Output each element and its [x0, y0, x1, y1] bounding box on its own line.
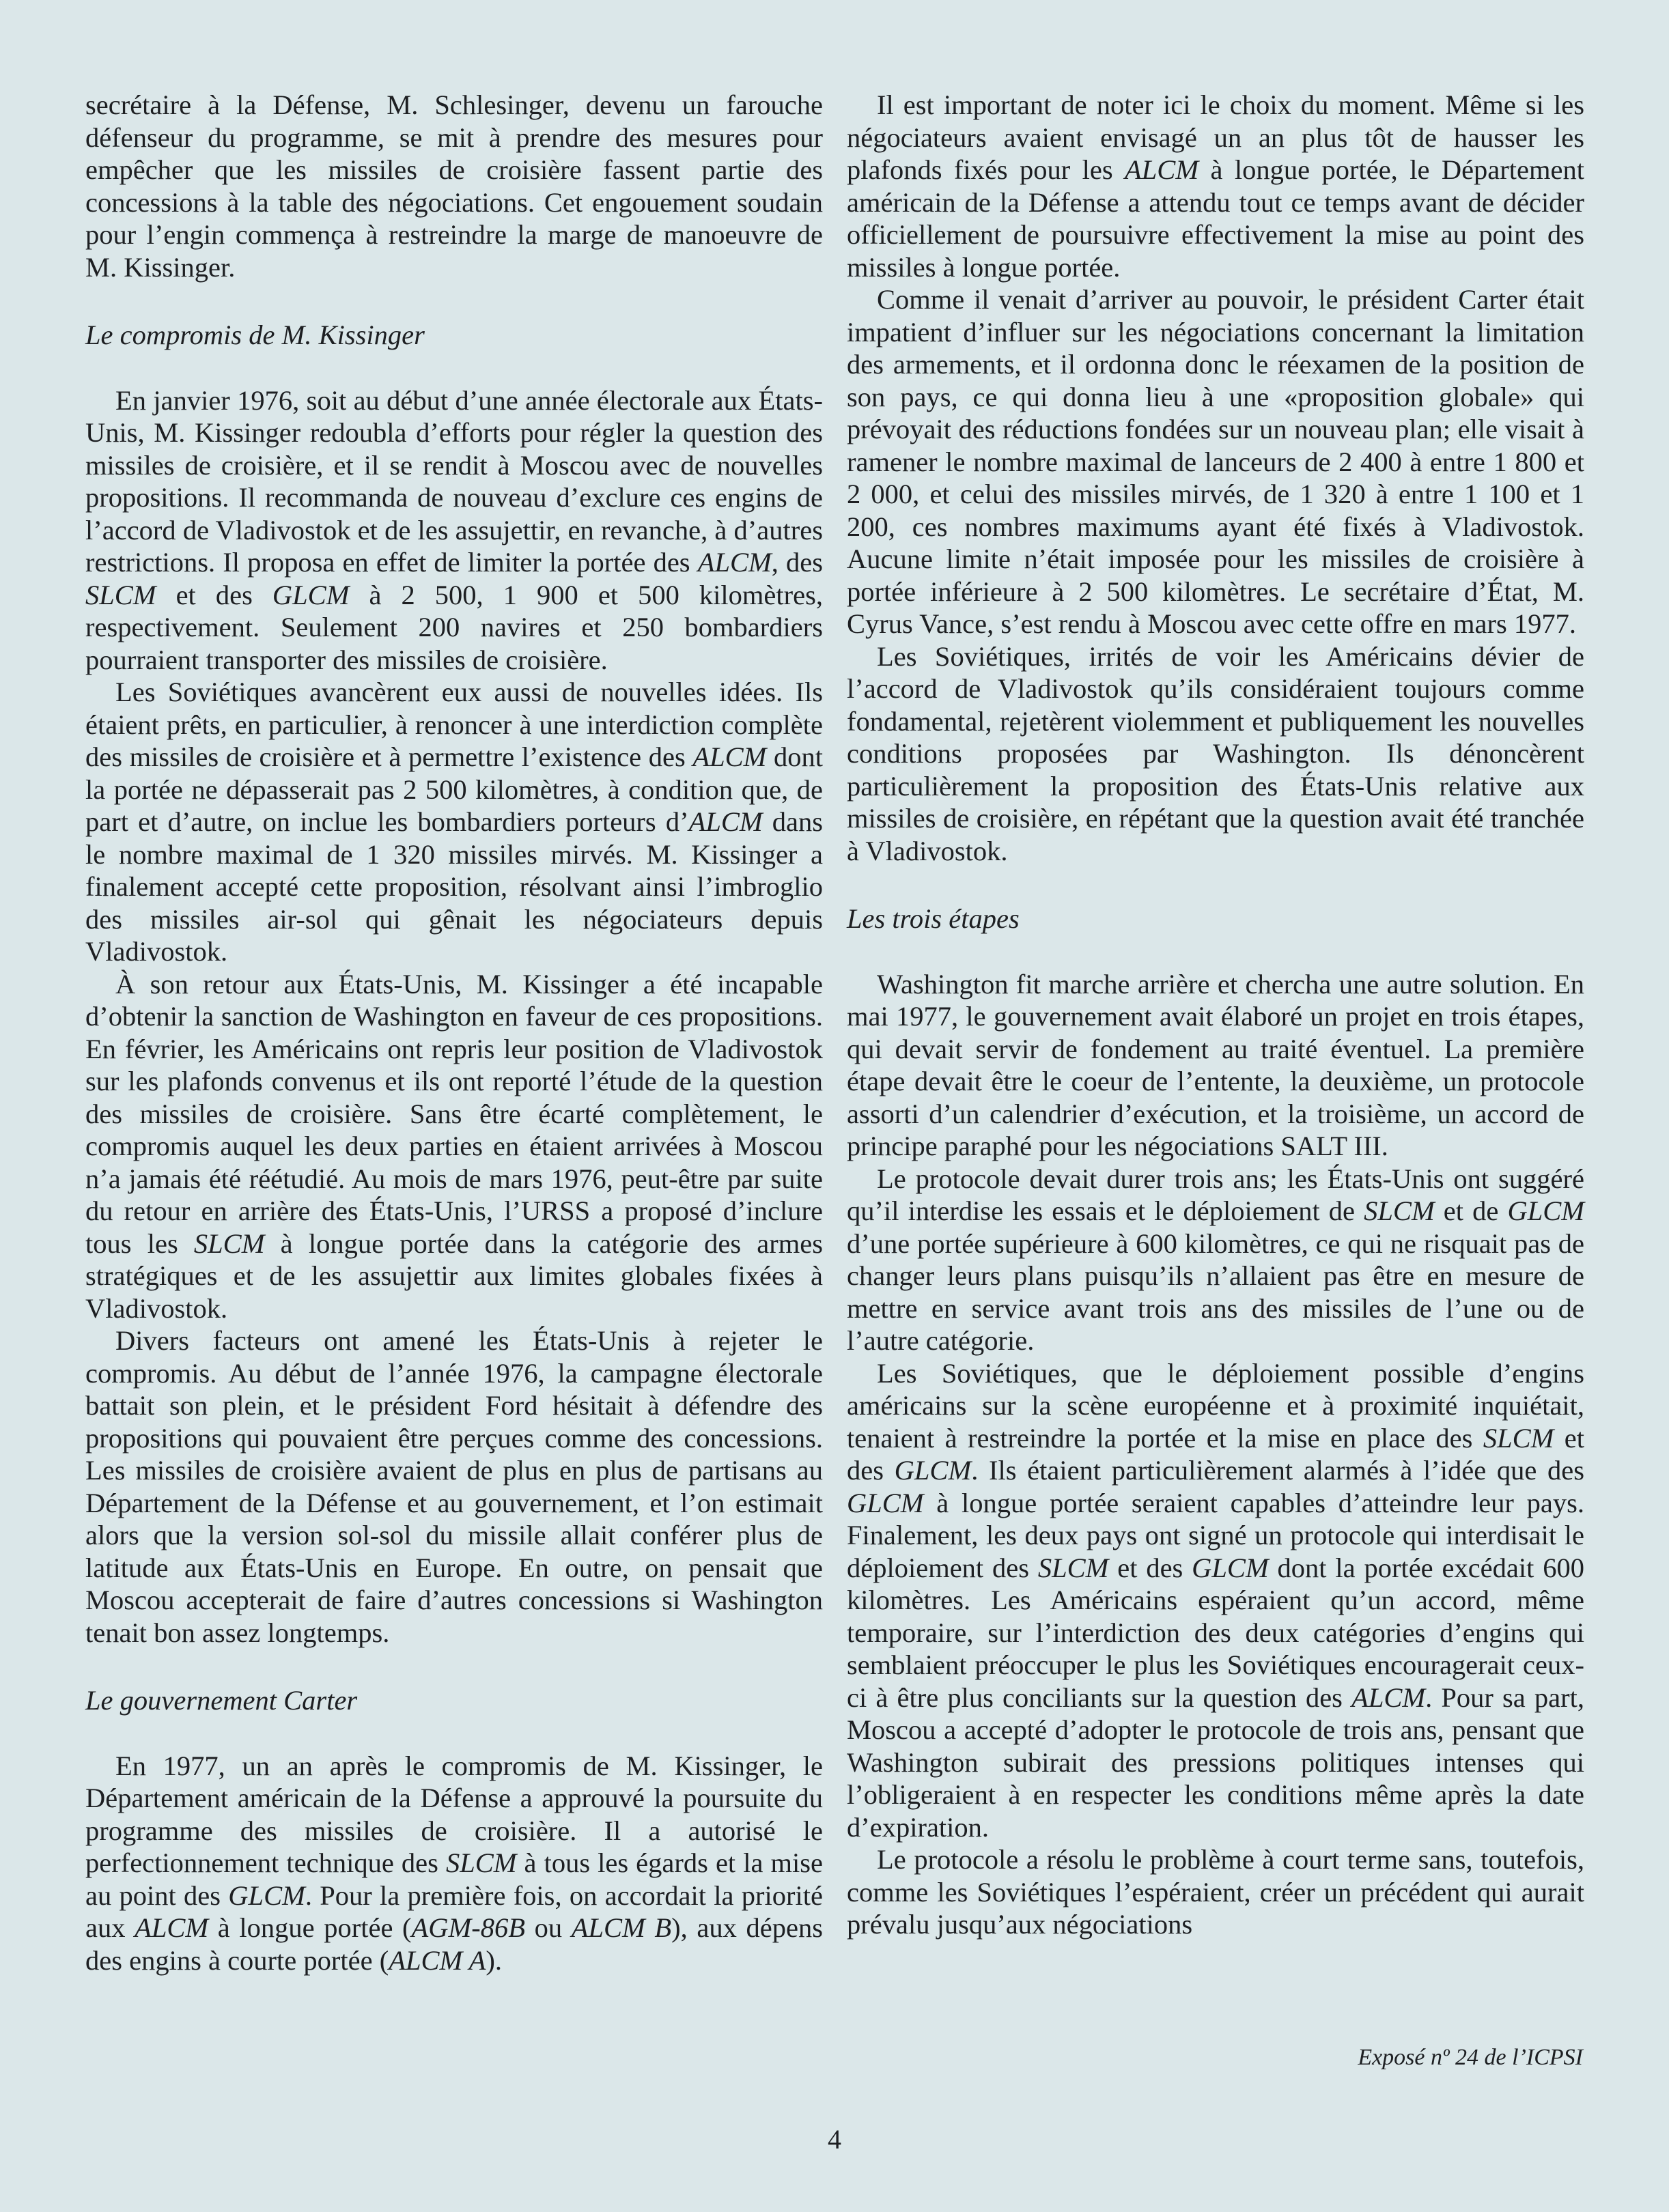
acronym: ALCM: [135, 1912, 209, 1943]
paragraph: [85, 676, 823, 968]
text-run: En janvier 1976, soit au début d’une année électorale aux États-Unis, M. Kissinger redoubla d’efforts pour régler la question des missiles de croisière, et il se rendit à Moscou avec de nouvelles propositions. Il recommanda de nouveau d’exclure ces engins de l’accord de Vladivostok et de les assujettir, en revanche, à d’autres restrictions. Il proposa en effet de limiter la portée des: [85, 384, 823, 578]
paragraph: [85, 968, 823, 1325]
text-run: Le protocole devait durer trois ans; les États-Unis ont suggéré qu’il interdise les essais et le déploiement de: [847, 1163, 1584, 1226]
text-run: ou: [525, 1912, 572, 1943]
paragraph: Les Soviétiques, irrités de voir les Américains dévier de l’accord de Vladivostok qu’ils considéraient toujours comme fondamental, rejetèrent violemment et publiquement les nouvelles conditions proposées par Washington. Ils dénoncèrent particulièrement la proposition des États-Unis relative aux missiles de croisière, en répétant que la question avait été tranchée à Vladivostok.: [847, 640, 1584, 866]
paragraph: Le protocole a résolu le problème à court terme sans, toutefois, comme les Soviétiques l’espéraient, créer un précédent qui aurait prévalu jusqu’aux négociations: [847, 1844, 1584, 1940]
acronym: GLCM: [847, 1487, 924, 1518]
page-number: 4: [828, 2124, 841, 2155]
acronym: SLCM: [1483, 1422, 1554, 1454]
acronym: SLCM: [193, 1228, 265, 1259]
text-run: . Pour sa part, Moscou a accepté d’adopter le protocole de trois ans, pensant que Washington subirait des pressions politiques intenses qui l’obligeraient à en respecter les conditions même après la date d’expiration.: [847, 1682, 1584, 1843]
text-run: dont la portée excédait 600 kilomètres. Les Américains espéraient qu’un accord, même temporaire, sur l’interdiction des deux catégories d’engins qui semblaient préoccuper le plus les Soviétiques encouragerait ceux-ci à être plus conciliants sur la question des: [847, 1552, 1584, 1713]
text-run: et de: [1434, 1195, 1508, 1226]
acronym: SLCM: [85, 579, 156, 610]
paragraph: Washington fit marche arrière et chercha une autre solution. En mai 1977, le gouvernement avait élaboré un projet en trois étapes, qui devait servir de fondement au traité éventuel. La première étape devait être le coeur de l’entente, la deuxième, un protocole assorti d’un calendrier d’exécution, et la troisième, un accord de principe paraphé pour les négociations SALT III.: [847, 968, 1584, 1161]
paragraph: Divers facteurs ont amené les États-Unis à rejeter le compromis. Au début de l’année 1976, la campagne électorale battait son plein, et le président Ford hésitait à défendre des propositions qui pouvaient être perçues comme des concessions. Les missiles de croisière avaient de plus en plus de partisans au Département de la Défense et au gouvernement, et l’on estimait alors que la version sol-sol du missile allait conférer plus de latitude aux États-Unis en Europe. En outre, on pensait que Moscou accepterait de faire d’autres concessions si Washington tenait bon assez longtemps.: [85, 1325, 823, 1648]
paragraph: secrétaire à la Défense, M. Schlesinger, devenu un farouche défenseur du programme, se mit à prendre des mesures pour empêcher que les missiles de croisière fassent partie des concessions à la table des négociations. Cet engouement soudain pour l’engin commença à restreindre la marge de manoeuvre de M. Kissinger.: [85, 89, 823, 283]
text-run: dans le nombre maximal de 1 320 missiles mirvés. M. Kissinger a finalement accepté cette proposition, résolvant ainsi l’imbroglio des missiles air-sol qui gênait les négociateurs depuis Vladivostok.: [85, 806, 823, 967]
text-run: Les Soviétiques, que le déploiement possible d’engins américains sur la scène européenne et à proximité inquiétait, tenaient à restreindre la portée et la mise en place des: [847, 1357, 1584, 1454]
section-heading-kissinger: Le compromis de M. Kissinger: [85, 320, 425, 350]
text-run: à longue portée seraient capables d’atteindre leur pays. Finalement, les deux pays ont signé un protocole qui interdisait le déploiement des: [847, 1487, 1584, 1583]
acronym: AGM-86B: [411, 1912, 525, 1943]
paragraph: [847, 1163, 1584, 1357]
text-run: . Ils étaient particulièrement alarmés à l’idée que des: [971, 1455, 1584, 1486]
paragraph: [847, 89, 1584, 283]
paragraph: [85, 1750, 823, 1977]
acronym: GLCM: [894, 1455, 972, 1486]
text-run: ).: [486, 1944, 502, 1976]
text-run: Il est important de noter ici le choix du moment. Même si les négociateurs avaient envisagé un an plus tôt de hausser les plafonds fixés pour les: [847, 89, 1584, 185]
text-run: à tous les égards et la mise au point des: [85, 1847, 824, 1911]
acronym: ALCM: [688, 806, 763, 837]
paragraph: Comme il venait d’arriver au pouvoir, le président Carter était impatient d’influer sur les négociations concernant la limitation des armements, et il ordonna donc le réexamen de la position de son pays, ce qui donna lieu à une «proposition globale» qui prévoyait des réductions fondées sur un nouveau plan; elle visait à ramener le nombre maximal de lanceurs de 2 400 à entre 1 800 et 2 000, et celui des missiles mirvés, de 1 320 à entre 1 100 et 1 200, ces nombres maximums ayant été fixés à Vladivostok. Aucune limite n’était imposée pour les missiles de croisière à portée inférieure à 2 500 kilomètres. Le secrétaire d’État, M. Cyrus Vance, s’est rendu à Moscou avec cette offre en mars 1977.: [847, 284, 1584, 639]
text-run: En 1977, un an après le compromis de M. Kissinger, le Département américain de la Défense a approuvé la poursuite du programme des missiles de croisière. Il a autorisé le perfectionnement technique des: [85, 1750, 823, 1878]
acronym: SLCM: [445, 1847, 517, 1878]
text-run: et des: [1108, 1552, 1192, 1583]
acronym: GLCM: [272, 579, 350, 610]
text-run: à 2 500, 1 900 et 500 kilomètres, respectivement. Seulement 200 navires et 250 bombardiers pourraient transporter des missiles de croisière.: [85, 579, 823, 675]
acronym: ALCM: [1351, 1682, 1426, 1713]
acronym: ALCM: [692, 741, 767, 772]
acronym: ALCM B: [571, 1912, 672, 1943]
acronym: SLCM: [1037, 1552, 1109, 1583]
text-run: à longue portée dans la catégorie des armes stratégiques et de les assujettir aux limites globales fixées à Vladivostok.: [85, 1228, 823, 1324]
acronym: GLCM: [1507, 1195, 1584, 1226]
paragraph: [85, 384, 823, 677]
right-column: [847, 89, 1584, 1941]
footer-reference: Exposé nº 24 de l’ICPSI: [1358, 2045, 1583, 2070]
section-heading-carter: Le gouvernement Carter: [85, 1685, 358, 1716]
text-run: ), aux dépens des engins à courte portée (: [85, 1912, 823, 1976]
left-column: [85, 89, 823, 1976]
text-run: à longue portée (: [208, 1912, 412, 1943]
acronym: GLCM: [1192, 1552, 1269, 1583]
text-run: , des: [771, 547, 823, 578]
text-run: d’une portée supérieure à 600 kilomètres, ce qui ne risquait pas de changer leurs plans puisqu’ils n’allaient pas être en mesure de mettre en service avant trois ans des missiles de l’une ou de l’autre catégorie.: [847, 1228, 1584, 1356]
text-run: À son retour aux États-Unis, M. Kissinger a été incapable d’obtenir la sanction de Washington en faveur de ces propositions. En février, les Américains ont repris leur position de Vladivostok sur les plafonds convenus et ils ont reporté l’étude de la question des missiles de croisière. Sans être écarté complètement, le compromis auquel les deux parties en étaient arrivées à Moscou n’a jamais été réétudié. Au mois de mars 1976, peut-être par suite du retour en arrière des États-Unis, l’URSS a proposé d’inclure tous les: [85, 968, 823, 1259]
text-run: . Pour la première fois, on accordait la priorité aux: [85, 1880, 823, 1943]
text-run: dont la portée ne dépasserait pas 2 500 kilomètres, à condition que, de part et d’autre, on inclue les bombardiers porteurs d’: [85, 741, 823, 837]
text-run: à longue portée, le Département américain de la Défense a attendu tout ce temps avant de décider officiellement de poursuivre effectivement la mise au point des missiles à longue portée.: [847, 154, 1584, 283]
acronym: GLCM: [228, 1880, 305, 1911]
acronym: SLCM: [1364, 1195, 1435, 1226]
acronym: ALCM: [1125, 154, 1199, 185]
text-run: et des: [847, 1422, 1584, 1486]
acronym: ALCM: [697, 547, 772, 578]
paragraph: [847, 1357, 1584, 1844]
section-heading-etapes: Les trois étapes: [847, 903, 1020, 934]
acronym: ALCM A: [389, 1944, 486, 1976]
text-run: et des: [156, 579, 272, 610]
text-run: Les Soviétiques avancèrent eux aussi de nouvelles idées. Ils étaient prêts, en particulier, à renoncer à une interdiction complète des missiles de croisière et à permettre l’existence des: [85, 677, 823, 772]
